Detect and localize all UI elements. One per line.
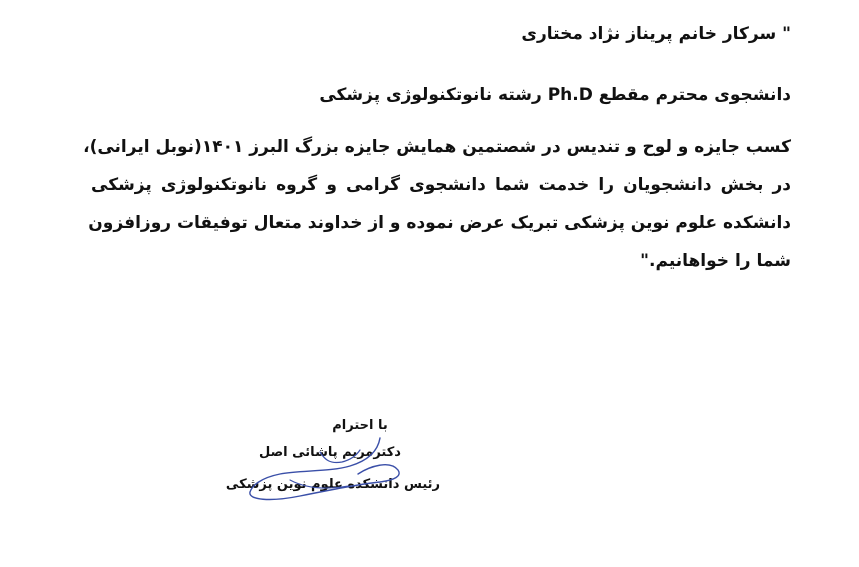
body-line: شما را خواهانیم." — [640, 251, 791, 271]
handwritten-signature — [225, 430, 440, 510]
recipient-line: دانشجوی محترم مقطع Ph.D رشته نانوتکنولوژی پزشکی — [319, 85, 791, 105]
body-line: دانشکده علوم نوین پزشکی تبریک عرض نموده و از خداوند متعال توفیقات روزافزون — [88, 213, 791, 233]
letter-body — [83, 128, 791, 280]
salutation: " سرکار خانم پریناز نژاد مختاری — [521, 24, 791, 44]
closing-text: با احترام — [332, 418, 388, 433]
signer-title: رئیس دانشکده علوم نوین پزشکی — [225, 477, 440, 492]
signer-name: دکترمریم پاشائی اصل — [259, 445, 401, 460]
body-line: کسب جایزه و لوح و تندیس در شصتمین همایش جایزه بزرگ البرز ۱۴۰۱(نوبل ایرانی)، — [83, 137, 791, 157]
body-line: در بخش دانشجویان را خدمت شما دانشجوی گرامی و گروه نانوتکنولوژی پزشکی — [91, 175, 791, 195]
